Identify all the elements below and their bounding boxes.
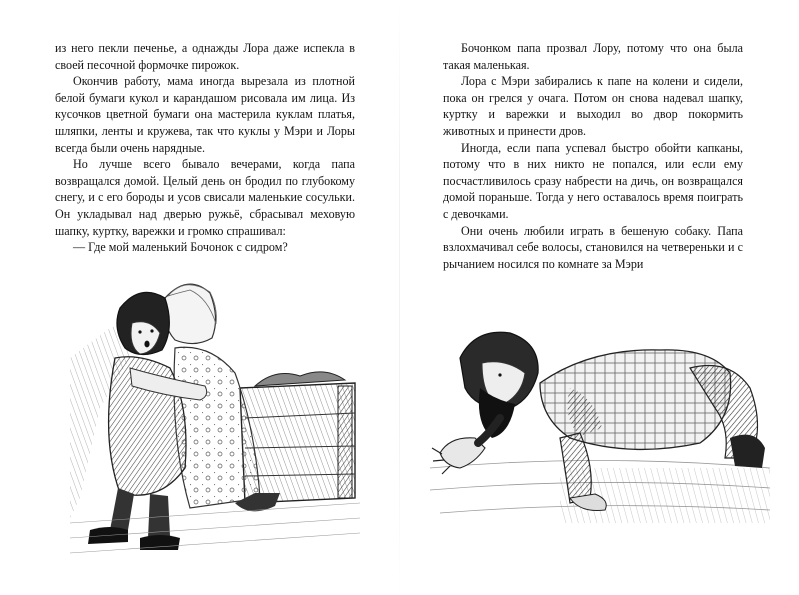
left-paragraph-2: Окончив работу, мама иногда вырезала из плотной белой бумаги кукол и карандашом рисовала им лица. Из кусочков цветной бумаги она мастерила куклам платья, шляпки, ленты и кружева, так что куклы у Мэри и Лоры всегда были очень нарядные. [55,74,355,155]
right-paragraph-2: Лора с Мэри забирались к папе на колени и сидели, пока он грелся у очага. Потом он снова надевал шапку, куртку и варежки и выходил во двор покормить животных и принести дров. [443,74,743,138]
right-page-text [443,40,743,272]
left-page-text [55,40,355,256]
left-paragraph-3: Но лучше всего бывало вечерами, когда папа возвращался домой. Целый день он бродил по глубокому снегу, и с его бороды и усов свисали маленькие сосульки. Он укладывал над дверью ружьё, сбрасывал меховую шапку, куртку, варежки и громко спрашивал: [55,157,355,238]
illustration-papa-crawling [430,318,770,528]
left-page [0,0,399,595]
illustration-girls-hugging [70,268,360,568]
right-paragraph-4: Они очень любили играть в бешеную собаку. Папа взлохмачивал себе волосы, становился на четвереньки и с рычанием носился по комнате за Мэри [443,223,743,271]
left-paragraph-4: — Где мой маленький Бочонок с сидром? [73,240,288,255]
floor-boards [430,461,770,524]
right-paragraph-3: Иногда, если папа успевал быстро обойти капканы, потому что в них никто не попался, или если ему посчастливилось сразу набрести на дичь, он возвращался домой пораньше. Тогда у него оставалось время поиграть с девочками. [443,140,743,221]
left-paragraph-1: из него пекли печенье, а однажды Лора даже испекла в своей песочной формочке пирожок. [55,41,355,72]
right-paragraph-1: Бочонком папа прозвал Лору, потому что она была такая маленькая. [443,41,743,72]
